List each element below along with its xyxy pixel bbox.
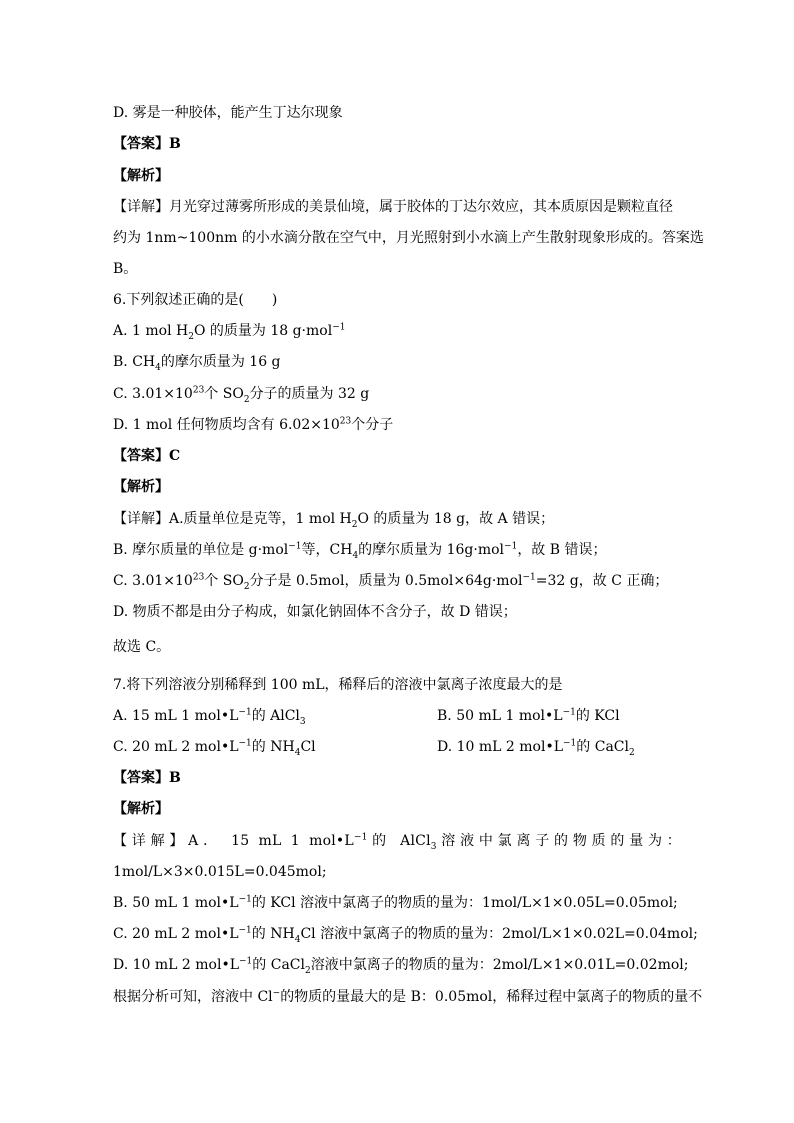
q5-detail-line1: 【详解】月光穿过薄雾所形成的美景仙境，属于胶体的丁达尔效应，其本质原因是颗粒直径 <box>113 199 673 215</box>
q7-detail-b: B. 50 mL 1 $mol•L^{-1}$的 KCl 溶液中氯离子的物质的量为：1mol/L×1×0.05L=0.05mol; <box>113 894 678 911</box>
q6-detail-d: D. 物质不都是由分子构成，如氯化钠固体不含分子，故 D 错误； <box>113 604 517 620</box>
q5-answer: 【答案】B <box>113 136 181 152</box>
q6-option-a: A. 1 mol $H_2O$ 的质量为 18 g·mol$^{-1}$ <box>113 322 346 342</box>
q7-option-a: A. 15 mL 1 $mol•L^{-1}$的 AlCl$_3$ <box>113 707 306 727</box>
q7-option-b: B. 50 mL 1 $mol•L^{-1}$的 KCl <box>437 707 620 724</box>
q7-summary: 根据分析可知，溶液中 Cl−的物质的量最大的是 B：0.05mol，稀释过程中氯离子的物质的量不 <box>113 988 703 1005</box>
q6-detail-b: B. 摩尔质量的单位是 g·mol$^{-1}$等，$CH_4$的摩尔质量为 16g·mol$^{-1}$，故 B 错误； <box>113 541 607 561</box>
q6-detail-a: 【详解】A.质量单位是克等，1 mol $H_2O$ 的质量为 18 g，故 A 错误； <box>113 511 555 530</box>
q6-detail-c: C. $3.01\times 10^{23}$个 $SO_2$分子是 0.5mol，质量为 0.5mol×64g·mol$^{-1}$=32 g，故 C 正确； <box>113 572 669 592</box>
q7-option-c: C. 20 mL 2 $mol•L^{-1}$的 $NH_4Cl$ <box>113 738 316 758</box>
q5-detail-line3: B。 <box>113 261 138 277</box>
q6-analysis-label: 【解析】 <box>113 479 169 495</box>
q5-option-d: D. 雾是一种胶体，能产生丁达尔现象 <box>113 105 343 121</box>
q6-option-b: B. $CH_4$的摩尔质量为 16 g <box>113 354 281 373</box>
q6-option-d: D. 1 mol 任何物质均含有 $6.02\times 10^{23}$个分子 <box>113 416 394 433</box>
q7-detail-a: 【详解】A． 15 mL 1 $mol•L^{-1}$的 AlCl$_3$溶液中氯离子的物质的量为： <box>113 832 681 852</box>
q5-analysis-label: 【解析】 <box>113 168 169 184</box>
q7-stem: 7.将下列溶液分别稀释到 100 mL，稀释后的溶液中氯离子浓度最大的是 <box>113 677 563 693</box>
q7-detail-c: C. 20 mL 2 $mol•L^{-1}$的 $NH_4Cl$ 溶液中氯离子的物质的量为：2mol/L×1×0.02L=0.04mol; <box>113 925 698 945</box>
q5-detail-line2: 约为 1nm~100nm 的小水滴分散在空气中，月光照射到小水滴上产生散射现象形成的。答案选 <box>113 230 704 246</box>
q7-detail-a-line2: 1mol/L×3×0.015L=0.045mol; <box>113 864 327 880</box>
q6-answer: 【答案】C <box>113 448 181 464</box>
q6-conclusion: 故选 C。 <box>113 639 171 655</box>
q7-detail-d: D. 10 mL 2 $mol•L^{-1}$的 CaCl$_2$溶液中氯离子的物质的量为：2mol/L×1×0.01L=0.02mol; <box>113 956 689 976</box>
q7-option-d: D. 10 mL 2 $mol•L^{-1}$的 CaCl$_2$ <box>437 738 635 758</box>
q7-answer: 【答案】B <box>113 770 181 786</box>
q6-option-c: C. $3.01\times 10^{23}$个 $SO_2$分子的质量为 32 g <box>113 385 370 405</box>
q6-stem: 6.下列叙述正确的是( ) <box>113 292 278 308</box>
q7-analysis-label: 【解析】 <box>113 801 169 817</box>
